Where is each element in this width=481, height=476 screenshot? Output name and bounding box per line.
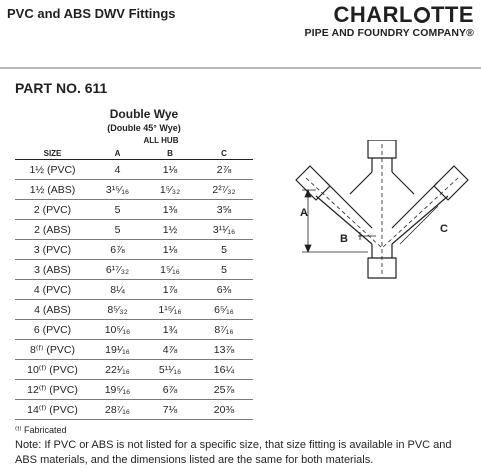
table-row [15, 180, 253, 200]
table-row [15, 400, 253, 420]
table-row [15, 360, 253, 380]
cell-b: 1⅞ [145, 280, 195, 300]
table-row [15, 340, 253, 360]
product-subtitle: (Double 45° Wye) [107, 123, 181, 133]
cell-size: 12⁽ᶠ⁾ (PVC) [15, 380, 90, 400]
cell-c: 3¹¹⁄₁₆ [195, 220, 253, 240]
cell-size: 4 (PVC) [15, 280, 90, 300]
cell-size: 4 (ABS) [15, 300, 90, 320]
cell-a: 5 [90, 200, 145, 220]
cell-size: 6 (PVC) [15, 320, 90, 340]
cell-a: 8¼ [90, 280, 145, 300]
double-wye-diagram [288, 140, 473, 285]
fitting-drawing [288, 140, 473, 280]
header-divider [0, 67, 481, 69]
cell-b: 1⅜ [145, 200, 195, 220]
cell-a: 4 [90, 160, 145, 180]
cell-c: 6⅜ [195, 280, 253, 300]
column-header-c: C [195, 147, 253, 160]
cell-a: 6⅞ [90, 240, 145, 260]
table-row [15, 160, 253, 180]
brand-subtitle: PIPE AND FOUNDRY COMPANY® [304, 27, 474, 39]
product-name: Double Wye [109, 107, 179, 121]
cell-c: 6⁵⁄₁₆ [195, 300, 253, 320]
cell-b: 6⅞ [145, 380, 195, 400]
cell-b: 5¹¹⁄₁₆ [145, 360, 195, 380]
column-header-b: B [145, 147, 195, 160]
cell-size: 3 (ABS) [15, 260, 90, 280]
dimension-b-label: B [340, 233, 348, 245]
dimension-a-extensions [302, 190, 368, 252]
cell-size: 14⁽ᶠ⁾ (PVC) [15, 400, 90, 420]
right-branch-hub [434, 166, 468, 200]
cell-c: 2²⁷⁄₃₂ [195, 180, 253, 200]
part-number: PART NO. 611 [15, 80, 108, 96]
connection-type: ALL HUB [143, 136, 179, 145]
cell-a: 3¹⁵⁄₁₆ [90, 180, 145, 200]
cell-a: 8⁵⁄₃₂ [90, 300, 145, 320]
table-row [15, 200, 253, 220]
cell-b: 1⅛ [145, 160, 195, 180]
cell-c: 5 [195, 240, 253, 260]
material-note: Note: If PVC or ABS is not listed for a specific size, that size fitting is available in PVC and ABS materials, and the dimensions listed are the same for both materials. [15, 439, 452, 466]
cell-a: 19⁵⁄₁₆ [90, 380, 145, 400]
cell-b: 1⁵⁄₁₆ [145, 260, 195, 280]
top-hub [368, 140, 396, 158]
cell-size: 10⁽ᶠ⁾ (PVC) [15, 360, 90, 380]
cell-c: 13⅞ [195, 340, 253, 360]
table-row [15, 300, 253, 320]
cell-c: 20⅜ [195, 400, 253, 420]
dimension-c-line [400, 206, 438, 244]
cell-c: 25⅞ [195, 380, 253, 400]
cell-c: 3⅝ [195, 200, 253, 220]
bottom-hub [368, 258, 396, 278]
cell-size: 1½ (PVC) [15, 160, 90, 180]
dimensions-table [15, 147, 253, 420]
cell-b: 1¾ [145, 320, 195, 340]
column-header-size: SIZE [15, 147, 90, 160]
document-title: PVC and ABS DWV Fittings [7, 6, 176, 21]
table-row [15, 240, 253, 260]
cell-size: 2 (ABS) [15, 220, 90, 240]
left-branch-hub [296, 166, 330, 200]
brand-o-ring-icon [414, 7, 430, 23]
cell-b: 4⅞ [145, 340, 195, 360]
table-header-row [15, 147, 253, 160]
table-row [15, 260, 253, 280]
cell-b: 1¹⁵⁄₁₆ [145, 300, 195, 320]
cell-a: 19¹⁄₁₆ [90, 340, 145, 360]
cell-a: 10⁵⁄₁₆ [90, 320, 145, 340]
cell-c: 8⁷⁄₁₆ [195, 320, 253, 340]
table-row [15, 320, 253, 340]
brand-logo [304, 4, 474, 39]
cell-b: 1½ [145, 220, 195, 240]
cell-a: 6¹⁷⁄₃₂ [90, 260, 145, 280]
cell-size: 3 (PVC) [15, 240, 90, 260]
cell-a: 22¹⁄₁₆ [90, 360, 145, 380]
cell-c: 16¼ [195, 360, 253, 380]
cell-c: 2⅞ [195, 160, 253, 180]
cell-size: 1½ (ABS) [15, 180, 90, 200]
cell-size: 2 (PVC) [15, 200, 90, 220]
table-row [15, 280, 253, 300]
dimension-c-label: C [440, 223, 448, 235]
cell-b: 1⅛ [145, 240, 195, 260]
cell-b: 7⅛ [145, 400, 195, 420]
cell-c: 5 [195, 260, 253, 280]
table-row [15, 380, 253, 400]
column-header-a: A [90, 147, 145, 160]
cell-a: 28⁷⁄₁₆ [90, 400, 145, 420]
cell-size: 8⁽ᶠ⁾ (PVC) [15, 340, 90, 360]
dimension-b-line [358, 232, 376, 240]
table-body [15, 160, 253, 420]
table-row [15, 220, 253, 240]
fabricated-footnote: ⁽ᶠ⁾ Fabricated [15, 425, 67, 435]
cell-a: 5 [90, 220, 145, 240]
cell-b: 1⁵⁄₃₂ [145, 180, 195, 200]
dimension-a-label: A [300, 207, 308, 219]
brand-name: CHARL TTE [333, 2, 474, 27]
